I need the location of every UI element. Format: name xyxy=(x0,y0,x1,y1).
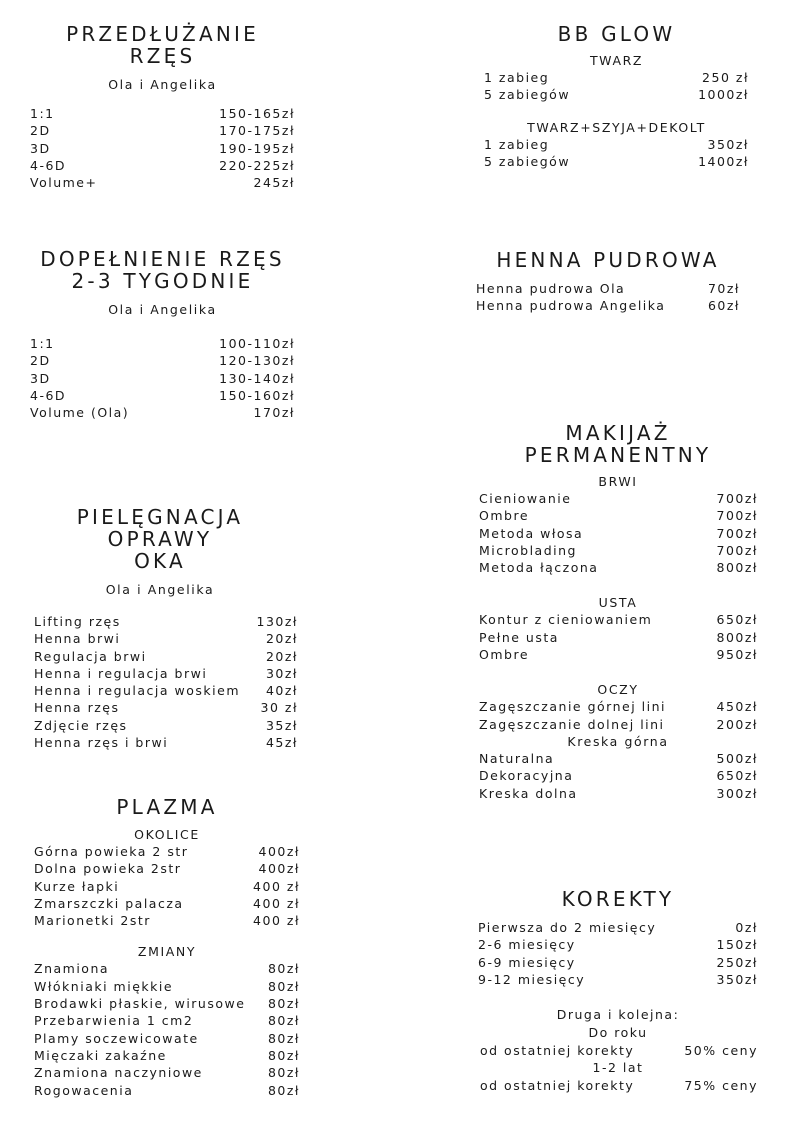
service-price: 400zł xyxy=(258,844,300,859)
subsection-label: BRWI xyxy=(598,474,638,489)
service-price: 700zł xyxy=(716,525,758,541)
service-name: 4-6D xyxy=(30,157,67,173)
section-title-line: 2-3 TYGODNIE xyxy=(71,269,254,293)
price-row xyxy=(34,630,298,647)
price-row xyxy=(34,699,298,716)
service-price: 300zł xyxy=(716,785,758,801)
service-price: 80zł xyxy=(267,1065,300,1081)
subsection-label: OKOLICE xyxy=(134,827,200,842)
service-price: 170zł xyxy=(253,405,295,421)
service-name: Volume+ xyxy=(30,175,98,191)
service-price: 75% ceny xyxy=(684,1078,758,1094)
service-name: od ostatniej korekty xyxy=(480,1043,635,1059)
service-price: 800zł xyxy=(716,560,758,576)
price-list xyxy=(476,280,740,315)
price-row xyxy=(479,698,758,715)
price-list xyxy=(484,69,749,104)
service-name: Regulacja brwi xyxy=(34,648,147,664)
price-row xyxy=(478,1042,758,1059)
service-price: 250zł xyxy=(716,954,758,970)
price-row xyxy=(30,404,295,421)
service-price: 350zł xyxy=(716,971,758,987)
service-price: 450zł xyxy=(716,699,758,715)
price-row xyxy=(30,335,295,352)
service-price: 650zł xyxy=(716,612,758,628)
price-row xyxy=(34,648,298,665)
service-price: 700zł xyxy=(716,491,758,506)
price-row xyxy=(479,785,758,802)
service-price: 400 zł xyxy=(253,895,300,911)
service-price: 30zł xyxy=(265,665,298,681)
service-price: 80zł xyxy=(267,978,300,994)
subsection-label: OCZY xyxy=(597,682,639,698)
service-name: Naturalna xyxy=(479,750,555,766)
service-name: Ombre xyxy=(479,508,530,524)
service-price: 30 zł xyxy=(260,700,298,716)
price-row xyxy=(479,716,758,733)
service-price: 1000zł xyxy=(698,87,749,103)
service-price: 150zł xyxy=(716,937,758,953)
price-row xyxy=(34,960,300,977)
price-row xyxy=(34,860,300,877)
service-price: 170-175zł xyxy=(219,123,295,139)
price-list xyxy=(20,613,300,751)
service-price: 80zł xyxy=(267,1082,300,1098)
service-name: Marionetki 2str xyxy=(34,913,151,929)
price-list xyxy=(30,105,295,191)
service-name: 2-6 miesięcy xyxy=(478,937,576,953)
price-row xyxy=(30,387,295,404)
price-row xyxy=(479,507,758,524)
section-title: KOREKTY xyxy=(561,887,675,911)
service-name: Kreska dolna xyxy=(479,785,578,801)
service-price: 100-110zł xyxy=(219,336,295,351)
price-row xyxy=(34,613,298,630)
service-price: 190-195zł xyxy=(219,140,295,156)
price-row xyxy=(34,912,300,929)
service-name: 2D xyxy=(30,123,51,139)
service-price: 20zł xyxy=(265,648,298,664)
service-price: 500zł xyxy=(716,750,758,766)
price-row xyxy=(34,1082,300,1099)
section-title-line: MAKIJAŻ xyxy=(565,421,671,445)
price-row xyxy=(34,665,298,682)
subsection-label: USTA xyxy=(598,595,638,611)
service-price: 400 zł xyxy=(253,878,300,894)
section-title xyxy=(20,506,300,572)
service-name: 1 zabieg xyxy=(484,70,550,85)
service-price: 400zł xyxy=(258,861,300,877)
service-price: 245zł xyxy=(253,175,295,191)
service-name: Pierwsza do 2 miesięcy xyxy=(478,920,657,935)
service-name: Rogowacenia xyxy=(34,1082,134,1098)
price-list xyxy=(34,960,300,1098)
price-row xyxy=(34,1064,300,1081)
price-row xyxy=(30,174,295,191)
subsection-label: Kreska górna xyxy=(567,733,669,749)
price-row xyxy=(34,1012,300,1029)
service-price: 950zł xyxy=(716,647,758,663)
service-price: 0zł xyxy=(735,920,758,935)
price-row xyxy=(484,69,749,86)
price-row xyxy=(476,297,740,314)
service-price: 700zł xyxy=(716,542,758,558)
price-row xyxy=(34,1030,300,1047)
section-title xyxy=(30,248,295,292)
section-title-line: PERMANENTNY xyxy=(524,443,712,467)
section-title: BB GLOW xyxy=(557,22,676,46)
service-name: Henna rzęs i brwi xyxy=(34,735,169,751)
service-name: Znamiona xyxy=(34,961,110,977)
service-price: 40zł xyxy=(265,683,298,699)
henna-powder-section xyxy=(476,249,740,315)
section-title: PRZEDŁUŻANIE RZĘS xyxy=(66,22,259,68)
service-name: Henna rzęs xyxy=(34,700,120,716)
service-name: Kurze łapki xyxy=(34,878,120,894)
price-row xyxy=(479,542,758,559)
service-price: 700zł xyxy=(716,508,758,524)
price-row xyxy=(476,280,740,297)
service-name: Henna i regulacja woskiem xyxy=(34,683,240,699)
service-price: 80zł xyxy=(267,1013,300,1029)
service-name: 2D xyxy=(30,353,51,369)
service-name: 5 zabiegów xyxy=(484,87,571,103)
service-price: 800zł xyxy=(716,629,758,645)
service-name: 3D xyxy=(30,370,51,386)
service-price: 400 zł xyxy=(253,913,300,929)
service-name: Zagęszczanie górnej lini xyxy=(479,699,666,715)
section-title-line: PIELĘGNACJA OPRAWY xyxy=(76,505,244,551)
price-row xyxy=(30,122,295,139)
price-row xyxy=(479,767,758,784)
service-price: 80zł xyxy=(267,961,300,977)
plasma-section xyxy=(34,796,300,1099)
service-price: 120-130zł xyxy=(219,353,295,369)
section-title: HENNA PUDROWA xyxy=(496,248,720,272)
price-list xyxy=(478,698,758,733)
price-list xyxy=(30,335,295,421)
eye-care-section xyxy=(20,506,300,751)
price-row xyxy=(479,490,758,507)
lash-fill-section xyxy=(30,248,295,421)
price-list xyxy=(484,136,749,171)
price-row xyxy=(34,1047,300,1064)
service-price: 350zł xyxy=(707,136,749,152)
service-price: 80zł xyxy=(267,1047,300,1063)
service-price: 80zł xyxy=(267,996,300,1012)
service-name: 9-12 miesięcy xyxy=(478,971,586,987)
service-name: Mięczaki zakaźne xyxy=(34,1047,167,1063)
service-name: Lifting rzęs xyxy=(34,614,121,629)
price-row xyxy=(479,646,758,663)
price-list xyxy=(34,843,300,929)
service-name: 1:1 xyxy=(30,336,55,351)
service-price: 200zł xyxy=(716,716,758,732)
service-price: 35zł xyxy=(265,717,298,733)
section-title-line: DOPEŁNIENIE RZĘS xyxy=(40,247,285,271)
service-price: 150-160zł xyxy=(219,387,295,403)
corrections-section xyxy=(478,888,758,1095)
section-title xyxy=(478,422,758,466)
next-corrections-label: Druga i kolejna: xyxy=(556,1007,680,1023)
price-row xyxy=(30,370,295,387)
price-row xyxy=(30,140,295,157)
service-price: 1400zł xyxy=(698,153,749,169)
section-subtitle: Ola i Angelika xyxy=(105,582,215,597)
service-name: 6-9 miesięcy xyxy=(478,954,576,970)
service-name: Plamy soczewicowate xyxy=(34,1030,199,1046)
price-list xyxy=(478,611,758,663)
lash-extension-section xyxy=(30,23,295,191)
service-price: 45zł xyxy=(265,735,298,751)
price-row xyxy=(34,682,298,699)
service-name: od ostatniej korekty xyxy=(480,1078,635,1094)
price-row xyxy=(478,1077,758,1094)
service-price: 20zł xyxy=(265,631,298,647)
service-name: 3D xyxy=(30,140,51,156)
permanent-makeup-section xyxy=(478,422,758,802)
price-row xyxy=(484,153,749,170)
service-price: 220-225zł xyxy=(219,157,295,173)
service-name: Dekoracyjna xyxy=(479,768,574,784)
within-year-label: Do roku xyxy=(588,1025,648,1041)
service-name: Zdjęcie rzęs xyxy=(34,717,128,733)
price-row xyxy=(34,717,298,734)
service-price: 130zł xyxy=(256,614,298,629)
price-row xyxy=(34,878,300,895)
price-row xyxy=(479,611,758,628)
price-row xyxy=(484,136,749,153)
service-name: Dolna powieka 2str xyxy=(34,861,182,877)
service-name: Metoda łączona xyxy=(479,560,599,576)
price-list xyxy=(478,750,758,802)
price-row xyxy=(30,352,295,369)
price-row xyxy=(34,978,300,995)
service-name: Cieniowanie xyxy=(479,491,572,506)
service-price: 150-165zł xyxy=(219,106,295,121)
service-name: Microblading xyxy=(479,542,577,558)
price-row xyxy=(479,629,758,646)
service-name: Henna pudrowa Ola xyxy=(476,281,626,296)
service-name: Henna pudrowa Angelika xyxy=(476,298,666,314)
service-price: 650zł xyxy=(716,768,758,784)
service-name: Górna powieka 2 str xyxy=(34,844,189,859)
price-list xyxy=(478,490,758,576)
service-name: Kontur z cieniowaniem xyxy=(479,612,653,628)
service-price: 50% ceny xyxy=(684,1043,758,1059)
service-price: 70zł xyxy=(707,281,740,296)
section-subtitle: Ola i Angelika xyxy=(108,302,217,317)
price-row xyxy=(478,936,758,953)
service-price: 60zł xyxy=(707,298,740,314)
price-row xyxy=(34,843,300,860)
subsection-label: TWARZ+SZYJA+DEKOLT xyxy=(527,119,706,135)
price-row xyxy=(30,157,295,174)
price-row xyxy=(484,86,749,103)
bb-glow-section xyxy=(484,23,749,170)
service-name: Henna i regulacja brwi xyxy=(34,665,208,681)
subsection-label: TWARZ xyxy=(589,53,644,68)
service-name: Ombre xyxy=(479,647,530,663)
service-name: Zmarszczki palacza xyxy=(34,895,184,911)
service-name: 1:1 xyxy=(30,106,55,121)
price-row xyxy=(479,750,758,767)
service-price: 130-140zł xyxy=(219,370,295,386)
service-price: 80zł xyxy=(267,1030,300,1046)
service-name: Przebarwienia 1 cm2 xyxy=(34,1013,194,1029)
price-row xyxy=(478,919,758,936)
service-name: 4-6D xyxy=(30,387,67,403)
price-row xyxy=(478,971,758,988)
service-name: Włókniaki miękkie xyxy=(34,978,174,994)
service-name: Metoda włosa xyxy=(479,525,584,541)
subsection-label: ZMIANY xyxy=(137,944,197,960)
service-name: Znamiona naczyniowe xyxy=(34,1065,203,1081)
service-name: Zagęszczanie dolnej lini xyxy=(479,716,665,732)
price-row xyxy=(34,734,298,751)
service-name: 5 zabiegów xyxy=(484,153,571,169)
service-name: Henna brwi xyxy=(34,631,121,647)
section-title-line: OKA xyxy=(134,549,186,573)
price-row xyxy=(479,525,758,542)
service-name: Volume (Ola) xyxy=(30,405,130,421)
section-subtitle: Ola i Angelika xyxy=(108,77,217,92)
service-name: Pełne usta xyxy=(479,629,559,645)
service-name: 1 zabieg xyxy=(484,136,550,152)
section-title: PLAZMA xyxy=(116,795,218,819)
price-row xyxy=(478,954,758,971)
price-row xyxy=(30,105,295,122)
service-price: 250 zł xyxy=(702,70,749,85)
price-row xyxy=(479,559,758,576)
one-two-years-label: 1-2 lat xyxy=(592,1060,644,1076)
price-row xyxy=(34,895,300,912)
price-list xyxy=(478,919,758,988)
price-row xyxy=(34,995,300,1012)
service-name: Brodawki płaskie, wirusowe xyxy=(34,996,246,1012)
